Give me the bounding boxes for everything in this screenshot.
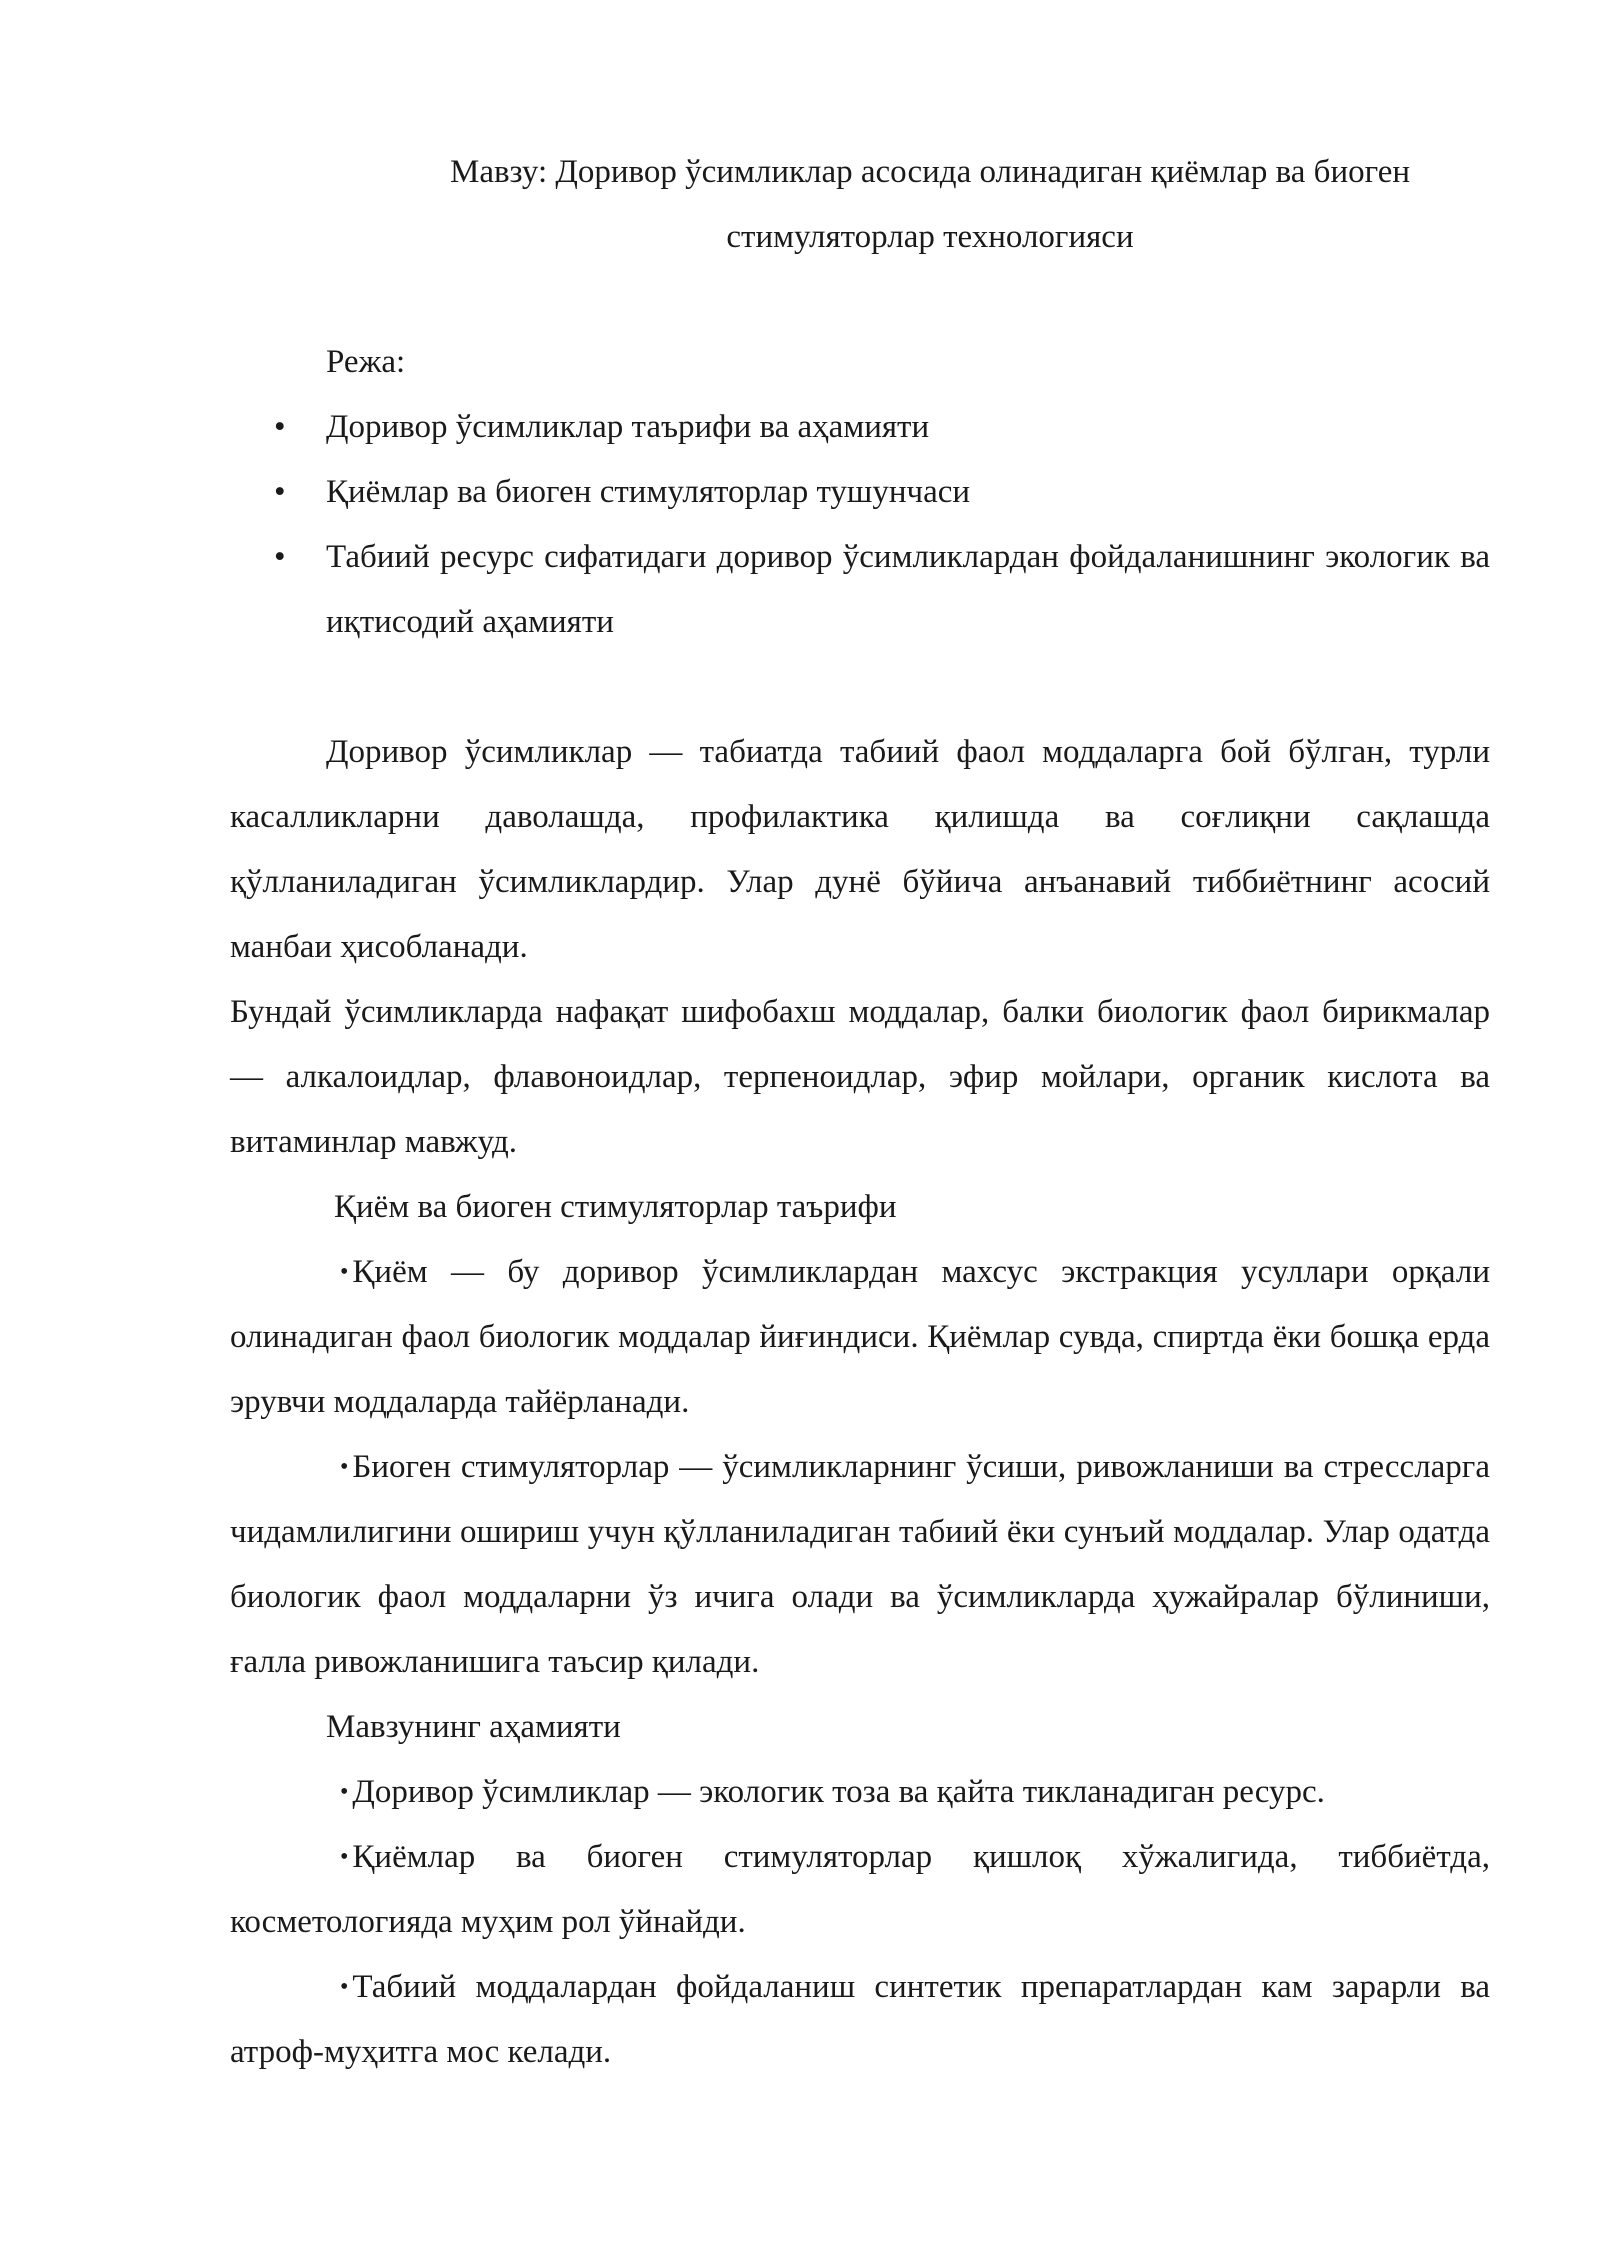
importance-heading: Мавзунинг аҳамияти bbox=[326, 1709, 621, 1745]
bullet-icon: • bbox=[340, 1259, 349, 1285]
title-line-1: Мавзу: Доривор ўсимликлар асосида олинадиган қиёмлар ва биоген bbox=[449, 154, 1411, 190]
definition-item bbox=[230, 1240, 1490, 1435]
plan-item bbox=[230, 460, 1490, 525]
importance-item bbox=[230, 1955, 1490, 2085]
bullet-icon: • bbox=[274, 539, 286, 575]
plan-item-text: Табиий ресурс сифатидаги доривор ўсимликлардан фойдаланишнинг экологик ва иқтисодий аҳамияти bbox=[326, 539, 1490, 640]
importance-text: Қиёмлар ва биоген стимуляторлар қишлоқ хўжалигида, тиббиётда, косметологияда муҳим рол ўйнайди. bbox=[230, 1839, 1490, 1940]
plan-item-text: Доривор ўсимликлар таърифи ва аҳамияти bbox=[326, 409, 930, 445]
plan-item bbox=[230, 395, 1490, 460]
plan-list bbox=[230, 395, 1490, 655]
plan-item bbox=[230, 525, 1490, 655]
importance-item bbox=[230, 1760, 1490, 1825]
importance-item bbox=[230, 1825, 1490, 1955]
bullet-icon: • bbox=[340, 1454, 349, 1480]
definition-text: Биоген стимуляторлар — ўсимликларнинг ўсиши, ривожланиши ва стрессларга чидамлилигини ошириш учун қўлланиладиган табиий ёки сунъий моддалар. Улар одатда биологик фаол моддаларни ўз ичига олади ва ўсимликларда ҳужайралар бўлиниши, ғалла ривожланишига таъсир қилади. bbox=[230, 1449, 1490, 1680]
importance-text: Доривор ўсимликлар — экологик тоза ва қайта тикланадиган ресурс. bbox=[352, 1774, 1325, 1810]
bullet-icon: • bbox=[340, 1844, 349, 1870]
document-page bbox=[230, 140, 1490, 2085]
bullet-icon: • bbox=[340, 1779, 349, 1805]
document-title bbox=[230, 140, 1490, 270]
bullet-icon: • bbox=[274, 409, 286, 445]
plan-heading: Режа: bbox=[326, 344, 406, 380]
intro-paragraph-2: Бундай ўсимликларда нафақат шифобахш моддалар, балки биологик фаол бирикмалар — алкалоидлар, флавоноидлар, терпеноидлар, эфир мойлари, органик кислота ва витаминлар мавжуд. bbox=[230, 994, 1490, 1160]
plan-item-text: Қиёмлар ва биоген стимуляторлар тушунчаси bbox=[326, 474, 971, 510]
intro-paragraph-1: Доривор ўсимликлар — табиатда табиий фаол моддаларга бой бўлган, турли касалликларни даволашда, профилактика қилишда ва соғлиқни сақлашда қўлланиладиган ўсимликлардир. Улар дунё бўйича анъанавий тиббиётнинг асосий манбаи ҳисобланади. bbox=[230, 734, 1490, 965]
definitions-heading: Қиём ва биоген стимуляторлар таърифи bbox=[334, 1189, 897, 1225]
importance-text: Табиий моддалардан фойдаланиш синтетик препаратлардан кам зарарли ва атроф-муҳитга мос келади. bbox=[230, 1969, 1490, 2070]
definition-text: Қиём — бу доривор ўсимликлардан махсус экстракция усуллари орқали олинадиган фаол биологик моддалар йиғиндиси. Қиёмлар сувда, спиртда ёки бошқа ерда эрувчи моддаларда тайёрланади. bbox=[230, 1254, 1490, 1420]
title-line-2: стимуляторлар технологияси bbox=[726, 219, 1134, 255]
bullet-icon: • bbox=[274, 474, 286, 510]
bullet-icon: • bbox=[340, 1974, 349, 2000]
definition-item bbox=[230, 1435, 1490, 1695]
